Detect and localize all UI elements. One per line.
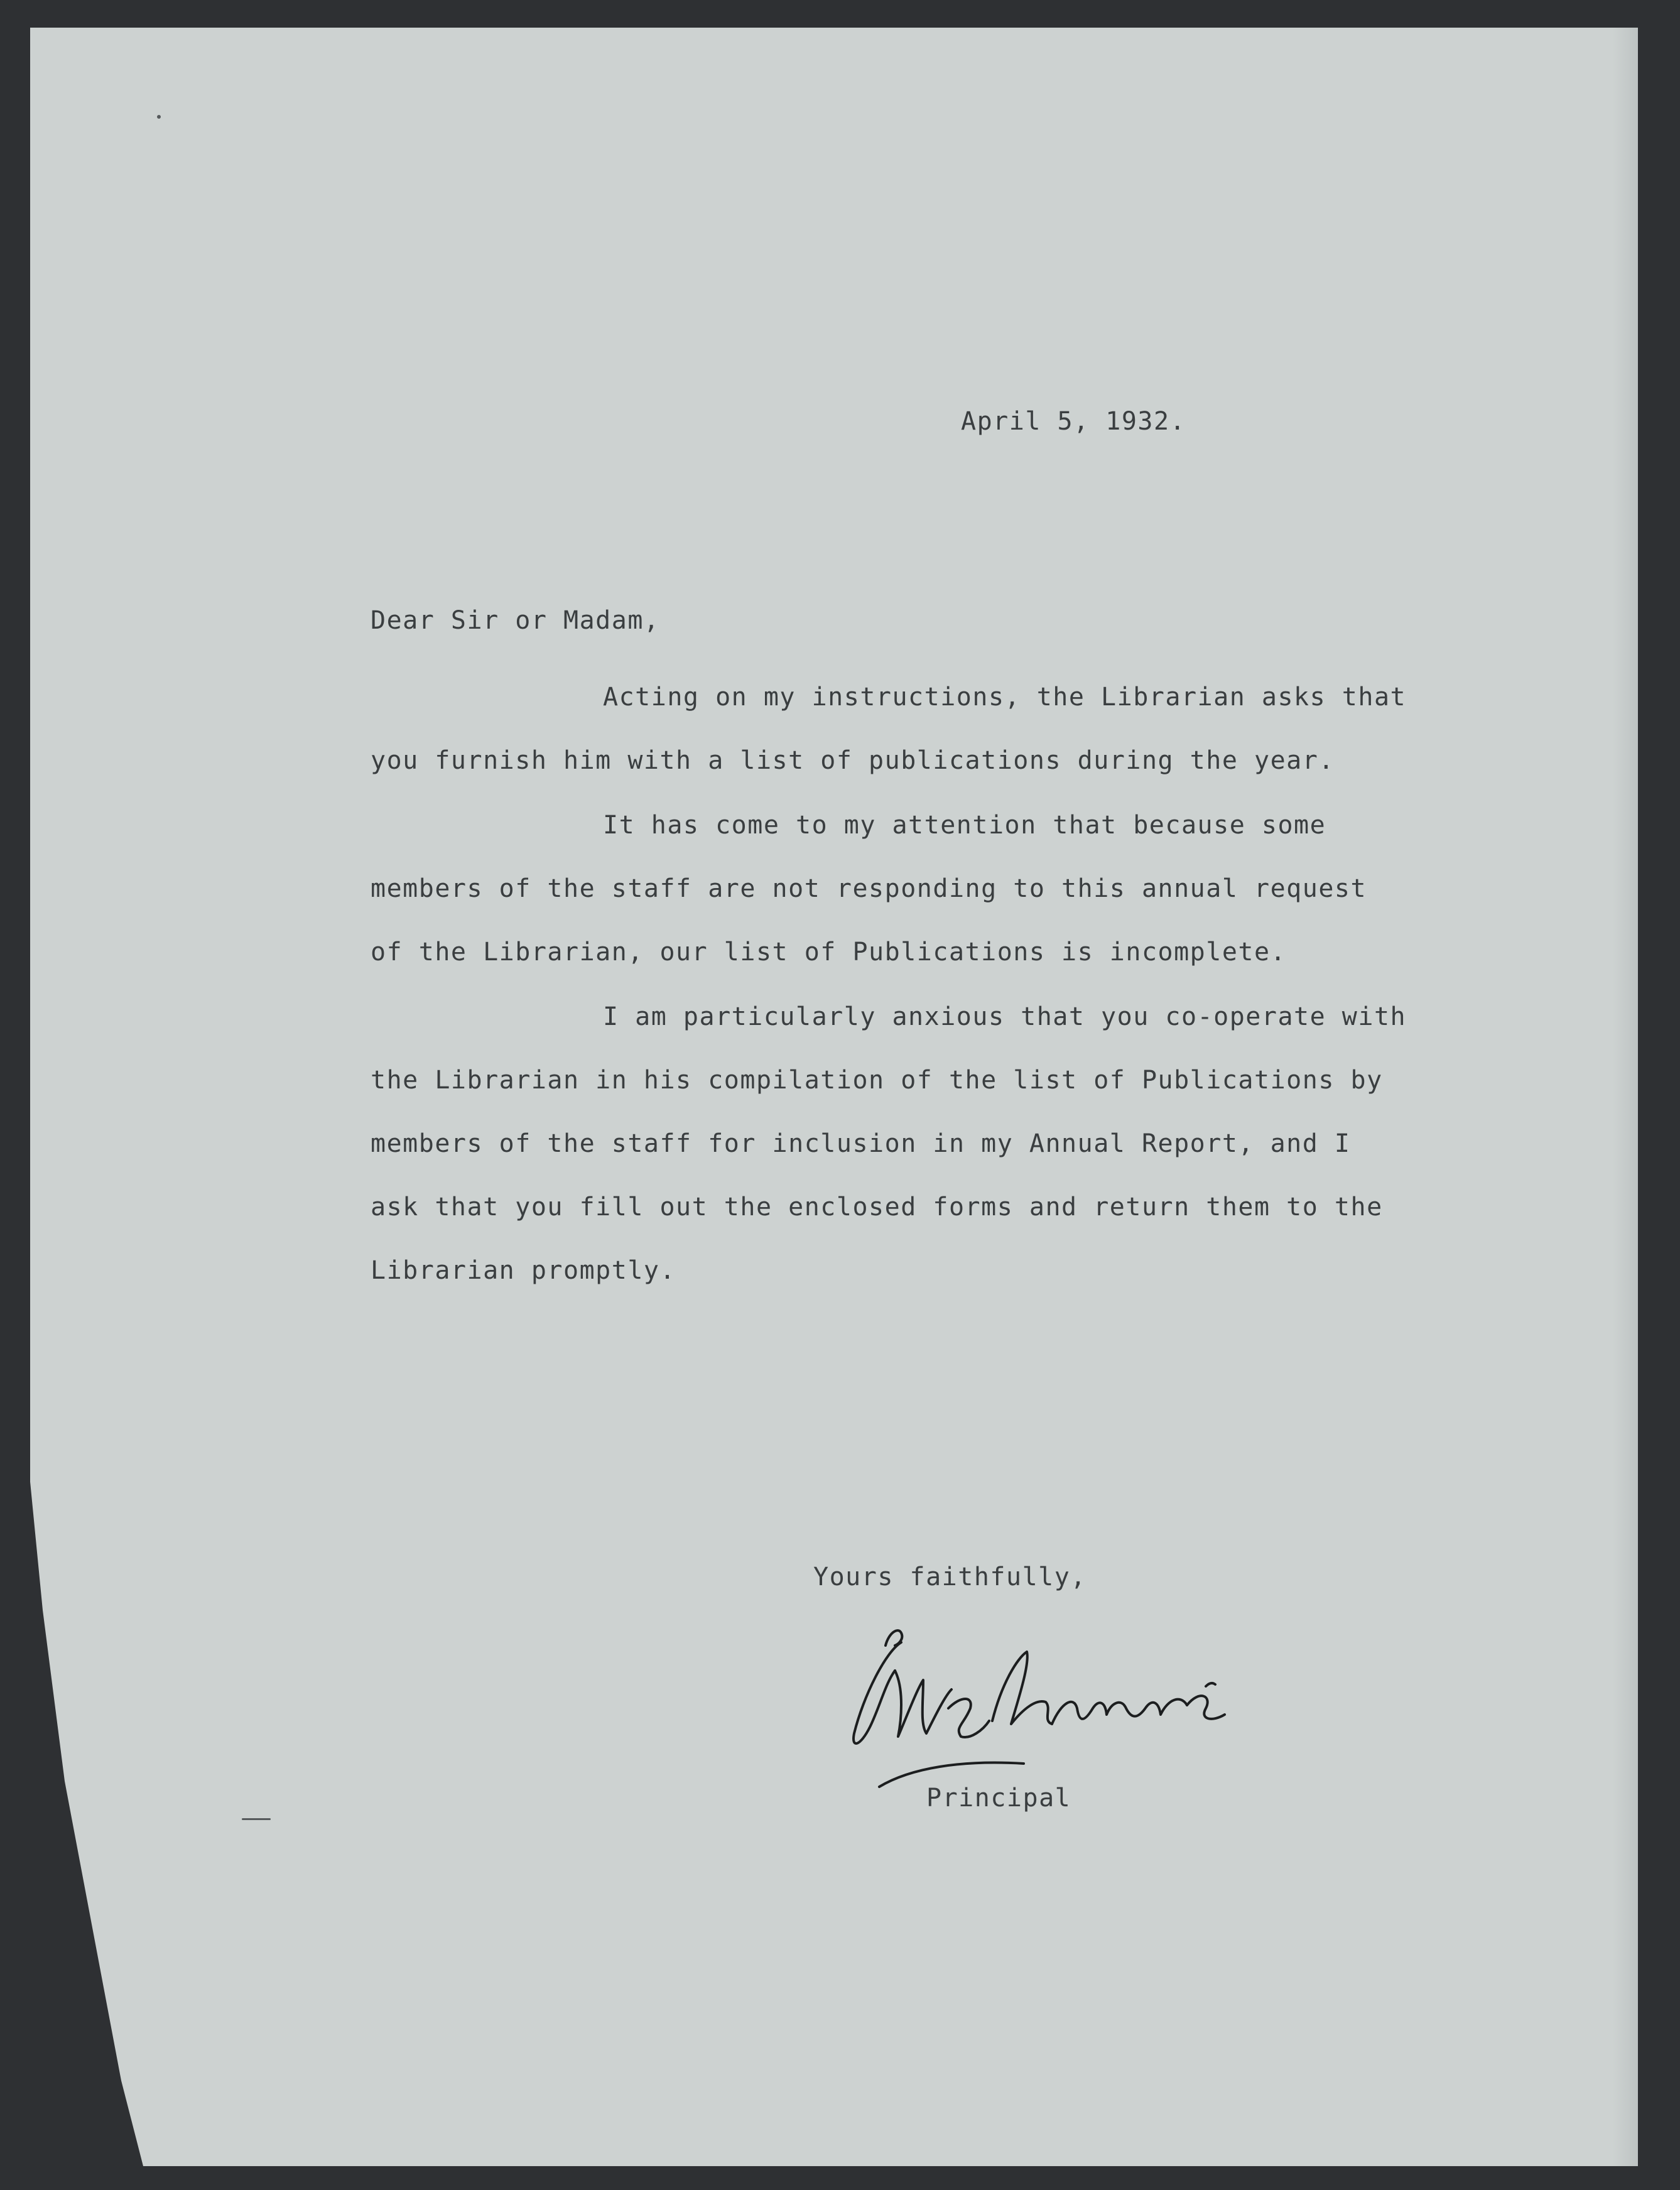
signature-title: Principal (926, 1784, 1071, 1813)
letter-paragraph: I am particularly anxious that you co-operate with the Librarian in his compilation of the list of Publications by members of the staff for inclusion in my Annual Report, and I ask that you fill out the enclosed forms and return them to the Librarian promptly. (371, 1002, 1407, 1285)
paper-speck (157, 115, 161, 119)
letter-body (371, 666, 1407, 1304)
letter-date: April 5, 1932. (961, 407, 1186, 436)
paper-edge-shadow (1613, 28, 1638, 2166)
letter-paragraph: Acting on my instructions, the Librarian asks that you furnish him with a list of publications during the year. (371, 683, 1407, 775)
letter-paragraph: It has come to my attention that because some members of the staff are not responding to this annual request of the Librarian, our list of Publications is incomplete. (371, 811, 1367, 967)
paper-speck (242, 1818, 271, 1820)
letter-closing: Yours faithfully, (813, 1563, 1087, 1591)
letter-salutation: Dear Sir or Madam, (371, 606, 660, 635)
handwritten-signature (835, 1614, 1313, 1796)
